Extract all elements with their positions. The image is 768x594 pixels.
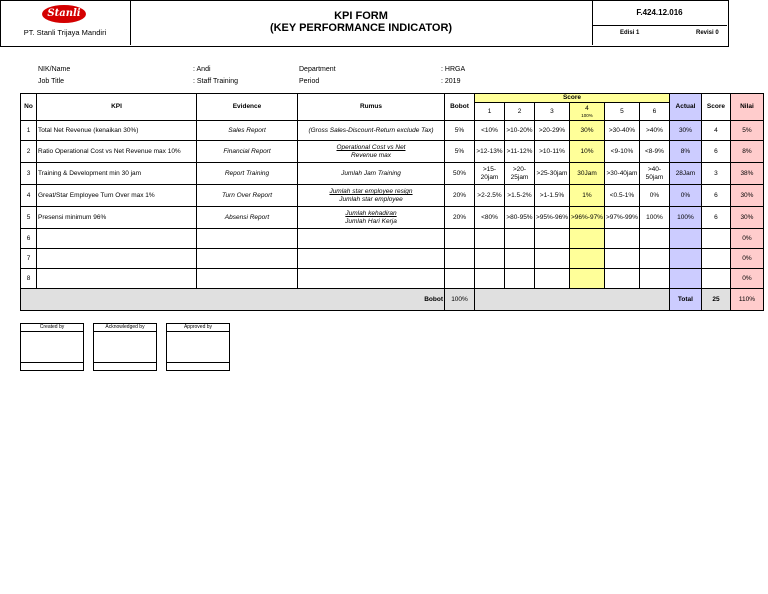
rumus-numerator: Operational Cost vs Net: [336, 144, 406, 152]
rumus-numerator: Jumlah Jam Training: [341, 169, 401, 177]
row-score-1: [475, 269, 505, 289]
row-score-5: >97%-99%: [604, 207, 639, 229]
row-score-1: >15-20jam: [475, 163, 505, 185]
row-evidence[interactable]: Turn Over Report: [197, 185, 298, 207]
row-score-4: [569, 249, 604, 269]
signature-label-acknowledged: Acknowledged by: [94, 324, 156, 332]
form-title: KPI FORM: [334, 10, 388, 22]
row-actual[interactable]: 8%: [669, 141, 701, 163]
header-nilai: Nilai: [730, 94, 763, 121]
stanli-logo: Stanli: [42, 5, 86, 23]
row-score-4: 30%: [569, 121, 604, 141]
row-kpi[interactable]: Training & Development min 30 jam: [37, 163, 197, 185]
row-score-4: 10%: [569, 141, 604, 163]
row-score-6: 100%: [639, 207, 669, 229]
row-score: [701, 269, 730, 289]
header-rumus: Rumus: [298, 94, 445, 121]
row-score-1: [475, 249, 505, 269]
row-score-5: <9-10%: [604, 141, 639, 163]
row-kpi[interactable]: Total Net Revenue (kenaikan 30%): [37, 121, 197, 141]
row-no: 7: [21, 249, 37, 269]
row-actual[interactable]: [669, 249, 701, 269]
header-score-2: 2: [505, 103, 535, 121]
footer-score-spacer: [475, 289, 670, 311]
row-bobot[interactable]: [445, 249, 475, 269]
row-score-6: >40%: [639, 121, 669, 141]
period-value: : 2019: [441, 78, 461, 85]
company-cell: [0, 0, 131, 45]
row-score-6: >40-50jam: [639, 163, 669, 185]
nik-label: NIK/Name: [38, 66, 71, 73]
row-evidence[interactable]: [197, 269, 298, 289]
signature-box-created[interactable]: [20, 323, 84, 371]
revision-label: Revisi 0: [696, 30, 719, 36]
row-score-2: >80-95%: [505, 207, 535, 229]
row-bobot[interactable]: 50%: [445, 163, 475, 185]
kpi-row: [21, 229, 764, 249]
form-code-cell: [592, 0, 727, 45]
row-kpi[interactable]: Great/Star Employee Turn Over max 1%: [37, 185, 197, 207]
row-nilai: 0%: [730, 229, 763, 249]
row-score-2: [505, 269, 535, 289]
footer-bobot-total: 100%: [445, 289, 475, 311]
signature-label-created: Created by: [21, 324, 83, 332]
title-cell: [130, 0, 593, 45]
row-score-4: [569, 269, 604, 289]
header-score: Score: [701, 94, 730, 121]
row-evidence[interactable]: [197, 229, 298, 249]
job-title-label: Job Title: [38, 78, 65, 85]
footer-total-label: Total: [669, 289, 701, 311]
row-no: 1: [21, 121, 37, 141]
row-score-2: [505, 249, 535, 269]
header-score-5: 5: [604, 103, 639, 121]
row-score-1: >12-13%: [475, 141, 505, 163]
kpi-row: [21, 163, 764, 185]
row-score-5: [604, 229, 639, 249]
row-score-3: >1-1.5%: [535, 185, 570, 207]
company-name: PT. Stanli Trijaya Mandiri: [23, 28, 107, 37]
rumus-numerator: (Gross Sales-Discount-Return exclude Tax): [308, 126, 434, 134]
kpi-row: [21, 141, 764, 163]
row-score-2: >20-25jam: [505, 163, 535, 185]
row-score: 4: [701, 121, 730, 141]
row-rumus[interactable]: [298, 269, 445, 289]
footer-bobot-label: Bobot: [21, 289, 445, 311]
header-kpi: KPI: [37, 94, 197, 121]
header-score-4: [569, 103, 604, 121]
row-kpi[interactable]: [37, 269, 197, 289]
signature-box-approved[interactable]: [166, 323, 230, 371]
header-actual: Actual: [669, 94, 701, 121]
row-no: 3: [21, 163, 37, 185]
row-score-5: >30-40jam: [604, 163, 639, 185]
footer-score-total: 25: [701, 289, 730, 311]
row-evidence[interactable]: [197, 249, 298, 269]
row-actual[interactable]: 100%: [669, 207, 701, 229]
row-score-2: >10-20%: [505, 121, 535, 141]
header-no: No: [21, 94, 37, 121]
rumus-numerator: Jumlah star employee resign: [329, 188, 413, 196]
row-evidence[interactable]: Sales Report: [197, 121, 298, 141]
row-score: [701, 249, 730, 269]
row-rumus[interactable]: [298, 185, 445, 207]
kpi-row: [21, 207, 764, 229]
row-actual[interactable]: 30%: [669, 121, 701, 141]
row-score-6: <8-9%: [639, 141, 669, 163]
header-bobot: Bobot: [445, 94, 475, 121]
row-score-6: 0%: [639, 185, 669, 207]
row-rumus[interactable]: [298, 207, 445, 229]
rumus-denominator: Revenue max: [350, 151, 392, 159]
kpi-row: [21, 185, 764, 207]
kpi-row: [21, 121, 764, 141]
row-score: 6: [701, 207, 730, 229]
header-score-6: 6: [639, 103, 669, 121]
row-bobot[interactable]: 5%: [445, 121, 475, 141]
nik-value: : Andi: [193, 66, 211, 73]
row-score-1: >2-2.5%: [475, 185, 505, 207]
row-score-3: >10-11%: [535, 141, 570, 163]
form-code: F.424.12.016: [592, 0, 727, 26]
row-score: 6: [701, 141, 730, 163]
row-score-1: [475, 229, 505, 249]
row-bobot[interactable]: 20%: [445, 207, 475, 229]
signature-name-line: [167, 362, 229, 363]
footer-nilai-total: 110%: [730, 289, 763, 311]
row-score-3: >95%-96%: [535, 207, 570, 229]
kpi-row: [21, 249, 764, 269]
department-value: : HRGA: [441, 66, 466, 73]
row-score: 6: [701, 185, 730, 207]
row-rumus[interactable]: [298, 141, 445, 163]
row-evidence[interactable]: Absensi Report: [197, 207, 298, 229]
row-score-6: [639, 229, 669, 249]
rumus-denominator: Jumlah star employee: [339, 195, 403, 203]
row-no: 6: [21, 229, 37, 249]
row-rumus[interactable]: [298, 121, 445, 141]
row-nilai: 0%: [730, 269, 763, 289]
signature-name-line: [21, 362, 83, 363]
row-no: 8: [21, 269, 37, 289]
row-kpi[interactable]: Presensi minimum 96%: [37, 207, 197, 229]
row-no: 4: [21, 185, 37, 207]
row-kpi[interactable]: [37, 249, 197, 269]
signature-box-acknowledged[interactable]: [93, 323, 157, 371]
header-score-3: 3: [535, 103, 570, 121]
header-score-1: 1: [475, 103, 505, 121]
row-score-2: >11-12%: [505, 141, 535, 163]
row-kpi[interactable]: [37, 229, 197, 249]
row-no: 2: [21, 141, 37, 163]
row-score-5: [604, 249, 639, 269]
header-score-group: Score: [475, 94, 670, 103]
row-actual[interactable]: [669, 269, 701, 289]
header-score-4-target: 100%: [581, 112, 593, 118]
row-nilai: 5%: [730, 121, 763, 141]
row-nilai: 8%: [730, 141, 763, 163]
rumus-numerator: Jumlah kehadiran: [345, 210, 397, 218]
period-label: Period: [299, 78, 320, 85]
row-score-3: [535, 269, 570, 289]
form-subtitle: (KEY PERFORMANCE INDICATOR): [269, 22, 453, 34]
row-score-2: [505, 229, 535, 249]
row-rumus[interactable]: [298, 229, 445, 249]
row-nilai: 38%: [730, 163, 763, 185]
row-evidence[interactable]: Report Training: [197, 163, 298, 185]
rumus-denominator: Jumlah Hari Kerja: [345, 217, 397, 225]
row-score-5: [604, 269, 639, 289]
row-score-3: [535, 229, 570, 249]
row-score-3: >20-29%: [535, 121, 570, 141]
job-title-value: : Staff Training: [193, 78, 239, 85]
row-kpi[interactable]: Ratio Operational Cost vs Net Revenue max 10%: [37, 141, 197, 163]
header-score-4-number: 4: [585, 105, 589, 113]
row-bobot[interactable]: [445, 229, 475, 249]
form-header: [0, 0, 729, 47]
row-no: 5: [21, 207, 37, 229]
row-nilai: 30%: [730, 207, 763, 229]
row-score-4: 30Jam: [569, 163, 604, 185]
row-score-5: >30-40%: [604, 121, 639, 141]
row-bobot[interactable]: 5%: [445, 141, 475, 163]
signature-name-line: [94, 362, 156, 363]
row-score: 3: [701, 163, 730, 185]
row-score-5: <0.5-1%: [604, 185, 639, 207]
department-label: Department: [299, 66, 336, 73]
row-bobot[interactable]: [445, 269, 475, 289]
row-bobot[interactable]: 20%: [445, 185, 475, 207]
row-score-1: <10%: [475, 121, 505, 141]
row-nilai: 0%: [730, 249, 763, 269]
row-actual[interactable]: 28Jam: [669, 163, 701, 185]
signature-label-approved: Approved by: [167, 324, 229, 332]
row-evidence[interactable]: Financial Report: [197, 141, 298, 163]
row-actual[interactable]: 0%: [669, 185, 701, 207]
kpi-table: [20, 93, 764, 311]
row-score-3: >25-30jam: [535, 163, 570, 185]
row-score-2: >1.5-2%: [505, 185, 535, 207]
row-nilai: 30%: [730, 185, 763, 207]
row-score-4: >96%-97%: [569, 207, 604, 229]
header-evidence: Evidence: [197, 94, 298, 121]
row-rumus[interactable]: [298, 163, 445, 185]
row-score-3: [535, 249, 570, 269]
row-rumus[interactable]: [298, 249, 445, 269]
row-score-4: [569, 229, 604, 249]
edition-label: Edisi 1: [620, 30, 640, 36]
row-score-6: [639, 249, 669, 269]
row-score-1: <80%: [475, 207, 505, 229]
row-score-6: [639, 269, 669, 289]
kpi-row: [21, 269, 764, 289]
row-score: [701, 229, 730, 249]
row-actual[interactable]: [669, 229, 701, 249]
row-score-4: 1%: [569, 185, 604, 207]
